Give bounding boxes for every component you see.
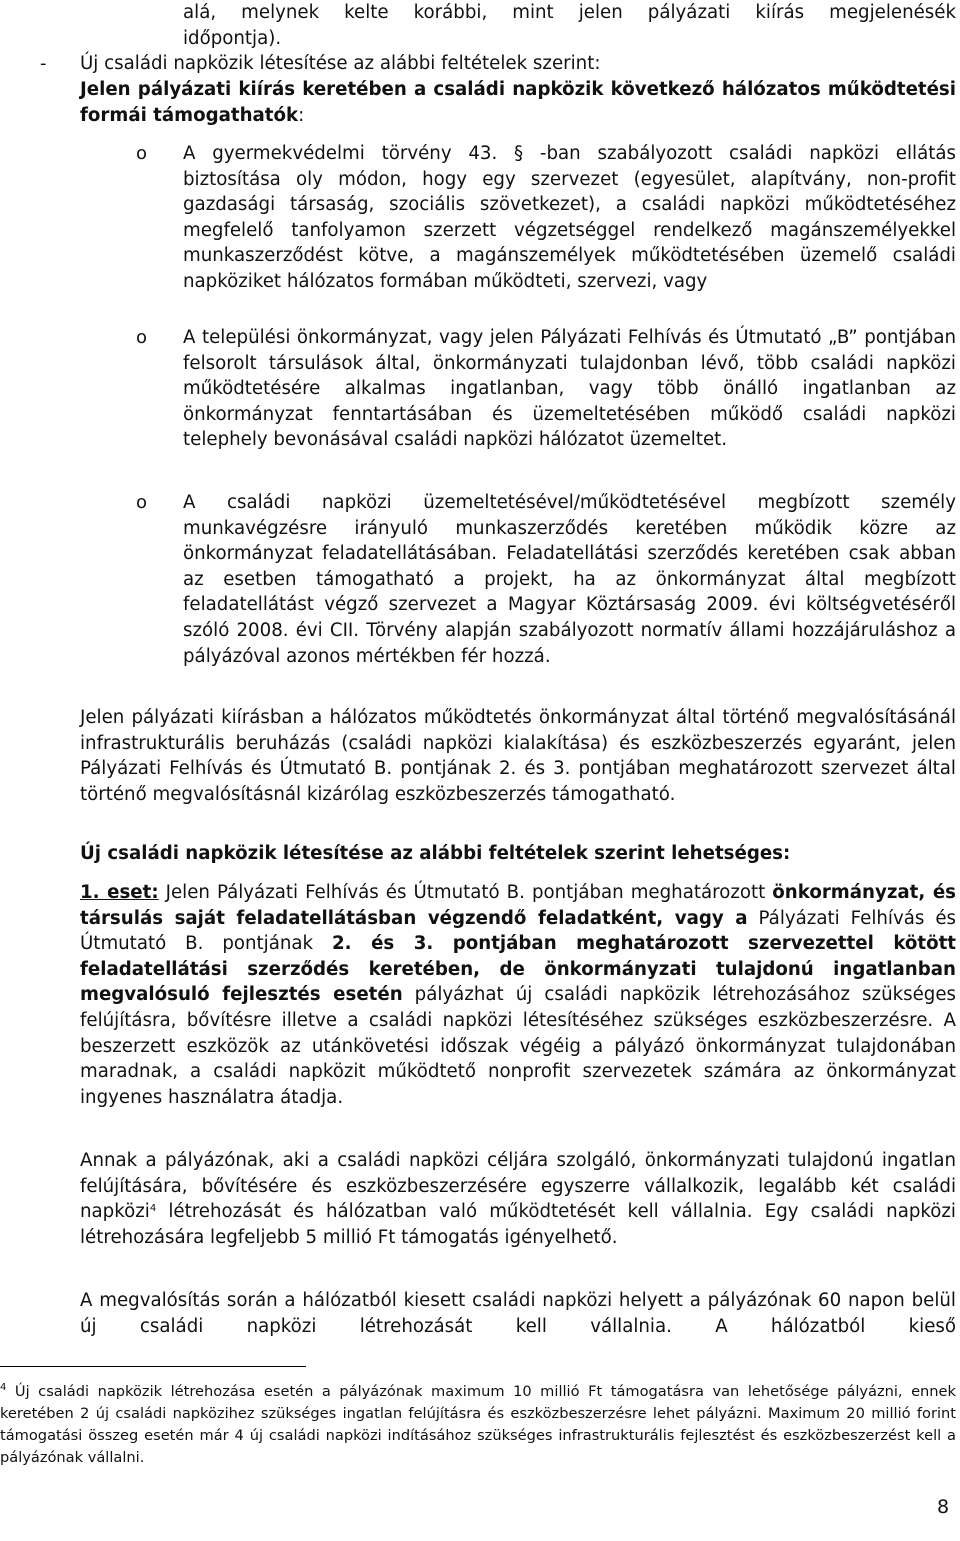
bullet-item-2: A települési önkormányzat, vagy jelen Pályázati Felhívás és Útmutató „B” pontjában felsorolt társulások által, önkormányzati tulajdonban lévő, több családi napközi működtetésére alkalmas ingatlanban, vagy több önálló ingatlanban az önkormányzat fenntartásában és üzemeltetésében működő családi napközi telephely bevonásával családi napközi hálózatot üzemeltet. (183, 327, 956, 451)
footnote-separator (0, 1366, 306, 1367)
case-1-label: 1. eset: (80, 882, 159, 903)
bullet-marker: o (136, 143, 148, 164)
bold-intro (80, 77, 956, 128)
footnote (0, 1381, 956, 1469)
bullet-item-1: A gyermekvédelmi törvény 43. § -ban szabályozott családi napközi ellátás biztosítása oly módon, hogy egy szervezet (egyesület, alapítvány, non-profit gazdasági társaság, szociális szövetkezet), a családi napközi működtetéséhez megfelelő tanfolyamon szerzett végzetséggel rendelkező magánszemélyekkel munkaszerződést kötve, a magánszemélyek működtetésében üzemelő családi napköziket hálózatos formában működteti, szervezi, vagy (183, 143, 956, 292)
case-1-bold-1: önkormányzat, és társulás saját feladatellátásban végzendő feladatként, vagy a (80, 882, 957, 929)
bold-intro-colon: : (298, 104, 305, 126)
footnote-text: Új családi napközik létrehozása esetén a pályázónak maximum 10 millió Ft támogatásra van lehetősége pályázni, ennek keretében 2 új családi napközihez szükséges ingatlan felújításra és eszközbeszerzésre lehet pályázni. Maximum 20 millió forint támogatási összeg esetén már 4 új családi napközi indításához szükséges infrastrukturális fejlesztést és eszközbeszerzést kell a pályázónak vállalni. (0, 1383, 956, 1466)
bullet-item-3: A családi napközi üzemeltetésével/működtetésével megbízott személy munkavégzésre irányuló munkaszerződés keretében működik közre az önkormányzat feladatellátásában. Feladatellátási szerződés keretében csak abban az esetben támogatható a projekt, ha az önkormányzat által megbízott feladatellátást végző szervezet a Magyar Köztársaság 2009. évi költségvetéséről szóló 2008. évi CII. Törvény alapján szabályozott normatív állami hozzájáruláshoz a pályázóval azonos mértékben fér hozzá. (183, 492, 956, 667)
applicant-paragraph (80, 1148, 956, 1250)
dash-list-item: Új családi napközik létesítése az alábbi feltételek szerint: (80, 53, 601, 74)
case-1-paragraph (80, 880, 956, 1110)
bullet-marker: o (136, 327, 148, 348)
bold-intro-text: Jelen pályázati kiírás keretében a családi napközik következő hálózatos működtetési formái támogathatók (80, 79, 956, 126)
case-1-bold-2: 2. és 3. pontjában meghatározott szervezettel kötött feladatellátási szerződés keretében, de önkormányzati tulajdonú ingatlanban megvalósuló fejlesztés esetén (80, 933, 956, 1006)
applicant-text-1: Annak a pályázónak, aki a családi napközi céljára szolgáló, önkormányzati tulajdonú ingatlan felújítására, bővítésére és eszközbeszerzésére egyszerre vállalkozik, legalább két családi napközi (80, 1150, 956, 1223)
continuation-text (183, 0, 956, 51)
infrastructure-paragraph: Jelen pályázati kiírásban a hálózatos működtetés önkormányzat által történő megvalósításánál infrastrukturális beruházás (családi napközi kialakítása) és eszközbeszerzés egyaránt, jelen Pályázati Felhívás és Útmutató B. pontjának 2. és 3. pontjában meghatározott szervezet által történő megvalósításnál kizárólag eszközbeszerzés támogatható. (80, 707, 956, 805)
implementation-paragraph (80, 1288, 956, 1339)
bullet-marker: o (136, 492, 148, 513)
continuation-line-2: időpontja). (183, 27, 282, 49)
section-heading-text: Új családi napközik létesítése az alábbi feltételek szerint lehetséges: (80, 843, 791, 864)
section-heading (80, 841, 956, 867)
case-1-text-1: Jelen Pályázati Felhívás és Útmutató B. pontjában meghatározott (158, 882, 773, 903)
continuation-line-1: alá, melynek kelte korábbi, mint jelen pályázati kiírás megjelenésék (183, 2, 956, 23)
footnote-reference: 4 (149, 1203, 157, 1215)
dash-marker: - (40, 53, 47, 74)
applicant-text-2: létrehozását és hálózatban való működtetését kell vállalnia. Egy családi napközi létrehozására legfeljebb 5 millió Ft támogatás igényelhető. (80, 1201, 956, 1248)
implementation-text: A megvalósítás során a hálózatból kiesett családi napközi helyett a pályázónak 60 napon belül új családi napközi létrehozását kell vállalnia. A hálózatból kieső (80, 1290, 956, 1337)
case-1-text-3: pályázhat új családi napközik létrehozásához szükséges felújításra, bővítésre illetve a családi napközi létesítéséhez szükséges eszközbeszerzésre. A beszerzett eszközök az utánkövetési időszak végéig a pályázó önkormányzat tulajdonában maradnak, a családi napközit működtető nonprofit szervezetek számára az önkormányzat ingyenes használatra átadja. (80, 984, 956, 1108)
case-1-text-2: Pályázati Felhívás és Útmutató B. pontjának (80, 907, 956, 955)
page-number: 8 (937, 1496, 950, 1518)
footnote-mark: 4 (0, 1382, 7, 1393)
